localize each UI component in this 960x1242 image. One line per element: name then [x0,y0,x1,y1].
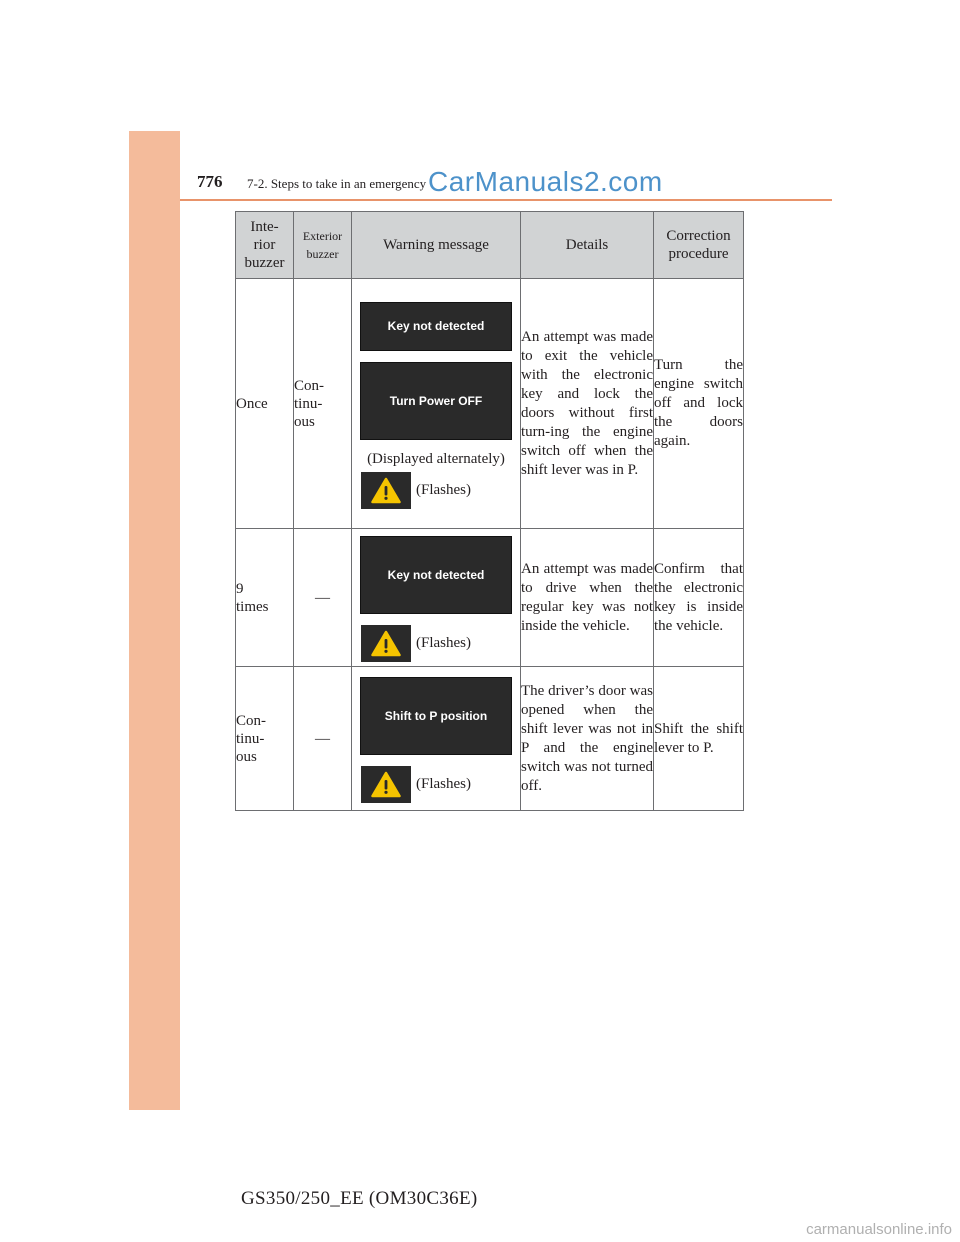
warning-table [235,211,744,811]
side-tab-band [129,131,180,1110]
warning-message-cell [352,529,521,667]
watermark-logo: CarManuals2.com [428,166,663,197]
flash-indicator [352,625,520,662]
col-header-exterior-buzzer: Exterior buzzer [294,212,352,279]
display-screen: Key not detected [360,302,512,351]
exterior-buzzer-cell: — [294,529,352,667]
warning-message-cell [352,279,521,529]
page-number: 776 [197,172,223,191]
details-cell: An attempt was made to drive when the regular key was not inside the vehicle. [521,529,654,667]
page-header [180,166,832,202]
table-row [236,667,744,811]
flash-indicator [352,766,520,803]
warning-message-cell [352,667,521,811]
model-code-footer: GS350/250_EE (OM30C36E) [241,1188,478,1209]
display-screen: Key not detected [360,536,512,614]
table-header-row [236,212,744,279]
correction-cell: Turn the engine switch off and lock the doors again. [654,279,744,529]
col-header-correction: Correction procedure [654,212,744,279]
interior-buzzer-cell: 9 times [236,529,294,667]
correction-cell: Shift the shift lever to P. [654,667,744,811]
display-screen: Shift to P position [360,677,512,755]
col-header-warning-message: Warning message [352,212,521,279]
flash-label: (Flashes) [416,775,471,792]
flash-label: (Flashes) [416,634,471,651]
details-cell: An attempt was made to exit the vehicle with the electronic key and lock the doors without first turn-ing the engine switch off when the shift lever was in P. [521,279,654,529]
details-cell: The driver’s door was opened when the shift lever was not in P and the engine switch was not turned off. [521,667,654,811]
header-rule [180,199,832,201]
interior-buzzer-cell: Con- tinu- ous [236,667,294,811]
exterior-buzzer-cell: — [294,667,352,811]
table-row [236,279,744,529]
correction-cell: Confirm that the electronic key is inside the vehicle. [654,529,744,667]
warning-triangle-icon [361,625,411,662]
exterior-buzzer-cell: Con- tinu- ous [294,279,352,529]
site-watermark: carmanualsonline.info [806,1221,952,1238]
interior-buzzer-cell: Once [236,279,294,529]
flash-label: (Flashes) [416,481,471,498]
section-title: 7-2. Steps to take in an emergency [247,176,427,191]
warning-triangle-icon [361,472,411,509]
warning-triangle-icon [361,766,411,803]
col-header-interior-buzzer: Inte- rior buzzer [236,212,294,279]
flash-indicator [352,472,520,509]
display-note: (Displayed alternately) [367,450,505,467]
table-row [236,529,744,667]
col-header-details: Details [521,212,654,279]
display-screen: Turn Power OFF [360,362,512,440]
